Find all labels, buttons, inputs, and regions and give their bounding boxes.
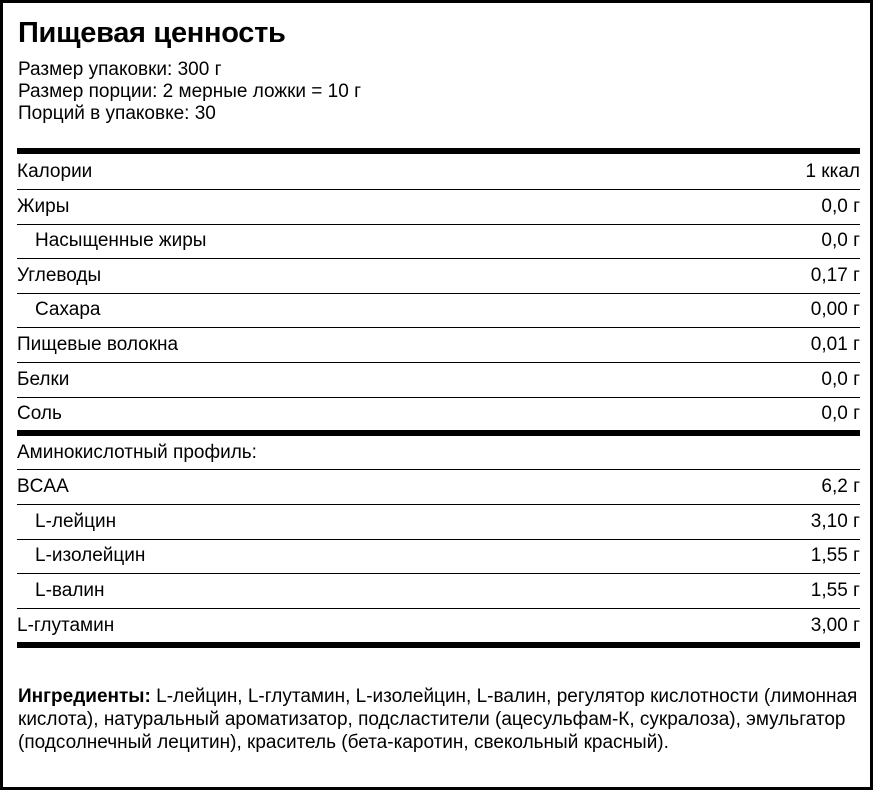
amino-row-leucine [17,506,860,538]
divider [17,189,860,190]
nutrient-value: 0,0 г [821,369,860,390]
nutrient-value: 0,0 г [821,196,860,217]
ingredients-label: Ингредиенты: [18,686,151,707]
divider [17,504,860,505]
amino-profile-title: Аминокислотный профиль: [17,442,257,463]
page-title: Пищевая ценность [18,17,286,49]
amino-value: 1,55 г [810,580,860,601]
divider-thick [17,148,860,154]
nutrient-row-protein [17,364,860,396]
nutrient-row-carbohydrates [17,260,860,292]
amino-name: L-изолейцин [35,545,146,566]
divider-thick [17,430,860,436]
amino-name: BCAA [17,476,69,497]
nutrient-row-fiber [17,329,860,361]
amino-row-bcaa [17,471,860,503]
amino-row-glutamine [17,610,860,642]
amino-name: L-валин [35,580,105,601]
amino-value: 6,2 г [821,476,860,497]
nutrient-row-saturated-fat [17,225,860,257]
amino-profile-header [17,437,860,469]
ingredients-block [18,685,863,754]
amino-name: L-лейцин [35,511,117,532]
divider-thick [17,642,860,648]
serving-size: Размер порции: 2 мерные ложки = 10 г [18,81,361,102]
nutrient-row-salt [17,398,860,430]
nutrient-value: 0,00 г [810,299,860,320]
divider [17,469,860,470]
amino-name: L-глутамин [17,615,115,636]
divider [17,573,860,574]
amino-value: 3,10 г [810,511,860,532]
nutrient-row-fat [17,191,860,223]
nutrient-value: 0,0 г [821,403,860,424]
nutrient-value: 1 ккал [805,161,860,182]
nutrient-name: Жиры [17,196,70,217]
nutrient-value: 0,01 г [810,334,860,355]
nutrient-row-calories [17,156,860,188]
package-size: Размер упаковки: 300 г [18,59,222,80]
amino-value: 3,00 г [810,615,860,636]
nutrient-name: Углеводы [17,265,102,286]
amino-value: 1,55 г [810,545,860,566]
package-info [18,59,361,125]
servings-per-package: Порций в упаковке: 30 [18,103,216,124]
nutrient-row-sugars [17,294,860,326]
amino-row-isoleucine [17,540,860,572]
nutrient-value: 0,0 г [821,230,860,251]
divider [17,258,860,259]
nutrient-name: Насыщенные жиры [35,230,207,251]
nutrient-name: Белки [17,369,70,390]
divider [17,608,860,609]
nutrient-name: Соль [17,403,62,424]
nutrient-value: 0,17 г [810,265,860,286]
amino-row-valine [17,575,860,607]
divider [17,327,860,328]
nutrient-name: Пищевые волокна [17,334,179,355]
divider [17,362,860,363]
ingredients-text: L-лейцин, L-глутамин, L-изолейцин, L-валин, регулятор кислотности (лимонная кислота), натуральный ароматизатор, подсластители (ацесульфам-К, сукралоза), эмульгатор (подсолнечный лецитин), краситель (бета-каротин, свекольный красный). [18,686,858,753]
nutrient-name: Сахара [35,299,101,320]
nutrient-name: Калории [17,161,93,182]
